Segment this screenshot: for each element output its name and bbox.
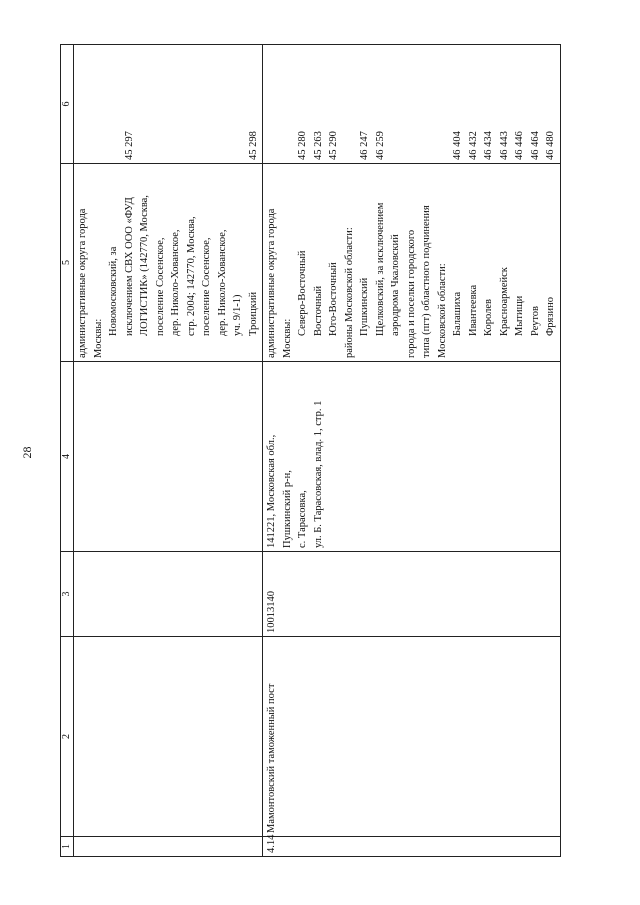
blank-line bbox=[230, 48, 246, 160]
blank-line bbox=[168, 48, 184, 160]
cell-line: ЛОГИСТИК» (142770, Москва, bbox=[139, 195, 150, 336]
table-row bbox=[74, 45, 263, 857]
cell-line: Пушкинский bbox=[359, 277, 370, 336]
cell-line: 46 247 bbox=[359, 131, 370, 160]
cell-line: 46 480 bbox=[545, 131, 556, 160]
code-cell bbox=[74, 552, 263, 637]
blank-line bbox=[153, 48, 169, 160]
blank-line bbox=[106, 48, 122, 160]
blank-line bbox=[404, 48, 420, 160]
cell-line: районы Московской области: bbox=[343, 227, 355, 358]
customs-table bbox=[60, 44, 561, 857]
cell-line: поселение Сосенское, bbox=[201, 237, 212, 336]
header-cell: 4 bbox=[61, 362, 74, 552]
header-cell: 5 bbox=[61, 164, 74, 362]
code-cell: 10013140 bbox=[263, 552, 561, 637]
cell-line: 45 297 bbox=[123, 131, 135, 160]
blank-line bbox=[280, 48, 296, 160]
cell-line: уч. 9/1-1) bbox=[232, 294, 243, 336]
number-cell bbox=[74, 837, 263, 857]
cell-line: города и поселки городского bbox=[405, 229, 417, 358]
address-cell bbox=[263, 362, 561, 552]
blank-line bbox=[184, 48, 200, 160]
header-cell: 2 bbox=[61, 637, 74, 837]
cell-line: административные округа города bbox=[77, 208, 88, 358]
cell-line: Троицкий bbox=[247, 291, 259, 336]
cell-line: типа (пгт) областного подчинения bbox=[421, 205, 432, 358]
cell-line: Щелковский, за исключением bbox=[374, 202, 386, 336]
cell-line: Фрязино bbox=[545, 296, 556, 336]
table-row bbox=[263, 45, 561, 857]
cell-line: 45 280 bbox=[297, 131, 308, 160]
cell-line: 46 432 bbox=[467, 131, 479, 160]
address-cell bbox=[74, 362, 263, 552]
cell-line: Ивантеевка bbox=[467, 284, 479, 336]
cell-line: 46 259 bbox=[374, 131, 386, 160]
cell-line: административные округа города bbox=[266, 208, 277, 358]
cell-line: 46 404 bbox=[452, 131, 463, 160]
page-number: 28 bbox=[20, 446, 34, 459]
blank-line bbox=[419, 48, 435, 160]
blank-line bbox=[215, 48, 231, 160]
header-row bbox=[61, 45, 74, 857]
blank-line bbox=[435, 48, 451, 160]
header-cell: 6 bbox=[61, 45, 74, 164]
header-cell: 3 bbox=[61, 552, 74, 637]
cell-line: Московской области: bbox=[436, 263, 448, 358]
cell-line: с. Тарасовка, bbox=[297, 490, 308, 548]
cell-line: Королев bbox=[483, 299, 494, 336]
region-cell bbox=[74, 164, 263, 362]
blank-line bbox=[342, 48, 358, 160]
cell-line: дер. Николо-Хованское, bbox=[216, 229, 228, 336]
cell-line: Москвы: bbox=[92, 318, 104, 358]
cell-line: Северо-Восточный bbox=[297, 250, 308, 336]
cell-line: Восточный bbox=[312, 285, 324, 336]
cell-line: 141221, Московская обл., bbox=[266, 434, 277, 548]
cell-line: Новомосковский, за bbox=[108, 246, 119, 336]
blank-line bbox=[91, 48, 107, 160]
okato-cell bbox=[263, 45, 561, 164]
cell-line: 45 263 bbox=[312, 131, 324, 160]
cell-line: поселение Сосенское, bbox=[154, 237, 166, 336]
cell-line: дер. Николо-Хованское, bbox=[170, 229, 181, 336]
cell-line: 45 298 bbox=[247, 131, 259, 160]
blank-line bbox=[264, 48, 280, 160]
cell-line: Балашиха bbox=[452, 291, 463, 336]
region-cell bbox=[263, 164, 561, 362]
cell-line: 46 464 bbox=[529, 131, 541, 160]
header-cell: 1 bbox=[61, 837, 74, 857]
blank-line bbox=[388, 48, 404, 160]
cell-line: ул. Б. Тарасовская, влад. 1, стр. 1 bbox=[312, 400, 324, 548]
cell-line: Реутов bbox=[529, 305, 541, 336]
post-name-cell bbox=[74, 637, 263, 837]
blank-line bbox=[75, 48, 91, 160]
cell-line: 46 443 bbox=[498, 131, 510, 160]
okato-cell bbox=[74, 45, 263, 164]
cell-line: 46 446 bbox=[514, 131, 525, 160]
cell-line: Юго-Восточный bbox=[328, 262, 339, 336]
cell-line: аэродрома Чкаловский bbox=[390, 234, 401, 336]
cell-line: Пушкинский р-н, bbox=[281, 470, 293, 548]
cell-line: стр. 2004; 142770, Москва, bbox=[185, 216, 197, 336]
blank-line bbox=[137, 48, 153, 160]
cell-line: 45 290 bbox=[328, 131, 339, 160]
cell-line: исключением СВХ ООО «ФУД bbox=[123, 197, 135, 336]
post-name-cell: Мамонтовский таможенный пост bbox=[263, 637, 561, 837]
cell-line: Москвы: bbox=[281, 318, 293, 358]
cell-line: Красноармейск bbox=[498, 267, 510, 336]
blank-line bbox=[199, 48, 215, 160]
number-cell: 4.14 bbox=[263, 837, 561, 857]
cell-line: Мытищи bbox=[514, 295, 525, 336]
cell-line: 46 434 bbox=[483, 131, 494, 160]
